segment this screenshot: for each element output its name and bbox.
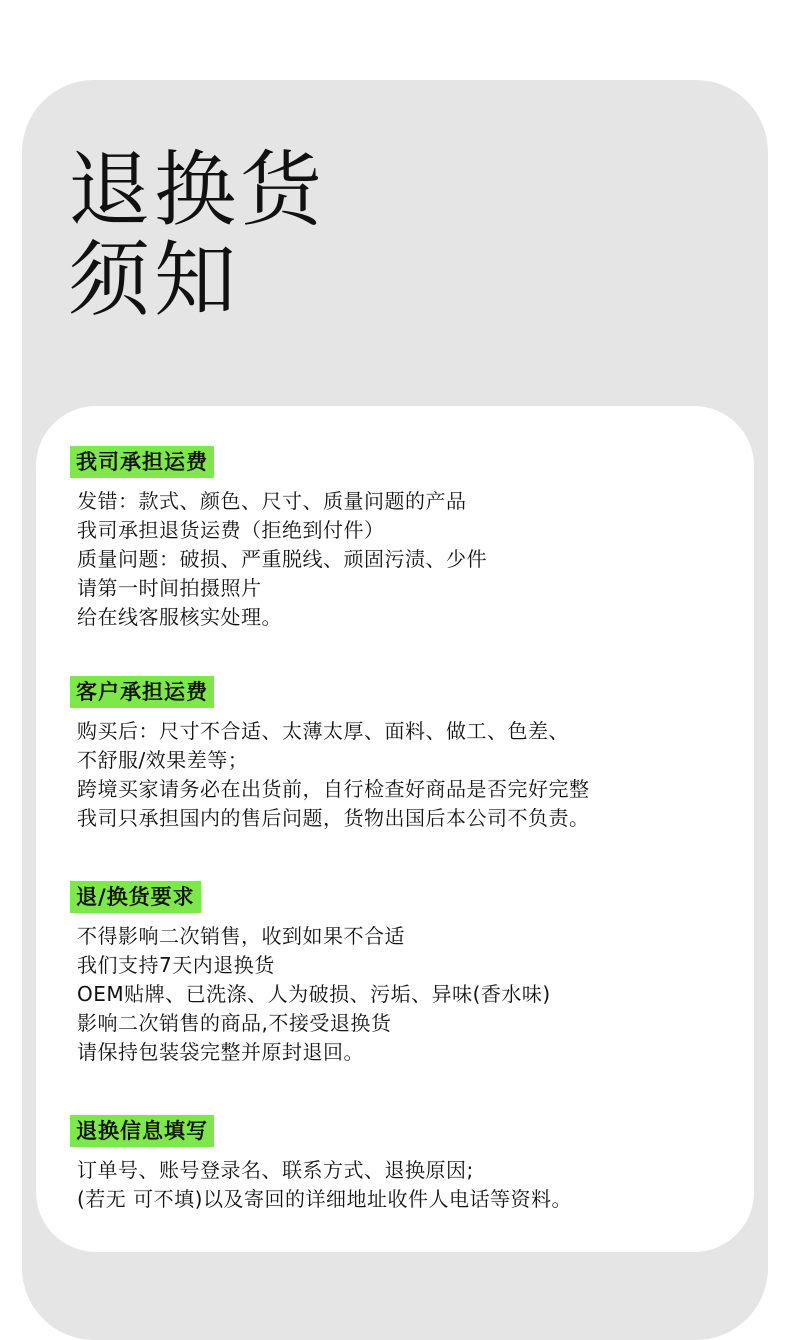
body-line: 请保持包装袋完整并原封退回。 [77,1040,364,1064]
section-return-requirements [70,881,551,1067]
body-line: 订单号、账号登录名、联系方式、退换原因; [77,1158,474,1182]
body-line: 不得影响二次销售，收到如果不合适 [77,924,405,948]
section-body [70,922,551,1067]
section-body [70,487,487,632]
body-line: 影响二次销售的商品,不接受退换货 [77,1011,392,1035]
body-line: 请第一时间拍摄照片 [77,576,262,600]
body-line: OEM贴牌、已洗涤、人为破损、污垢、异味(香水味) [77,982,551,1006]
section-heading: 我司承担运费 [70,446,214,478]
section-shipping-paid-by-us [70,446,487,632]
body-line: 我司只承担国内的售后问题，货物出国后本公司不负责。 [77,806,590,830]
section-shipping-paid-by-customer [70,676,590,833]
section-heading: 客户承担运费 [70,676,214,708]
section-body [70,717,590,833]
body-line: 我们支持7天内退换货 [77,953,275,977]
body-line: 购买后：尺寸不合适、太薄太厚、面料、做工、色差、 [77,719,569,743]
section-return-info [70,1115,572,1214]
body-line: 不舒服/效果差等； [77,748,249,772]
title-line-1: 退换货 [68,143,327,238]
section-heading: 退换信息填写 [70,1115,214,1147]
section-body [70,1156,572,1214]
page-title [68,143,327,328]
body-line: 我司承担退货运费（拒绝到付件） [77,518,385,542]
section-heading: 退/换货要求 [70,881,201,913]
body-line: 给在线客服核实处理。 [77,605,282,629]
body-line: 发错：款式、颜色、尺寸、质量问题的产品 [77,489,467,513]
title-line-2: 须知 [68,233,241,328]
body-line: 质量问题：破损、严重脱线、顽固污渍、少件 [77,547,487,571]
body-line: 跨境买家请务必在出货前，自行检查好商品是否完好完整 [77,777,590,801]
body-line: (若无 可不填)以及寄回的详细地址收件人电话等资料。 [77,1187,572,1211]
